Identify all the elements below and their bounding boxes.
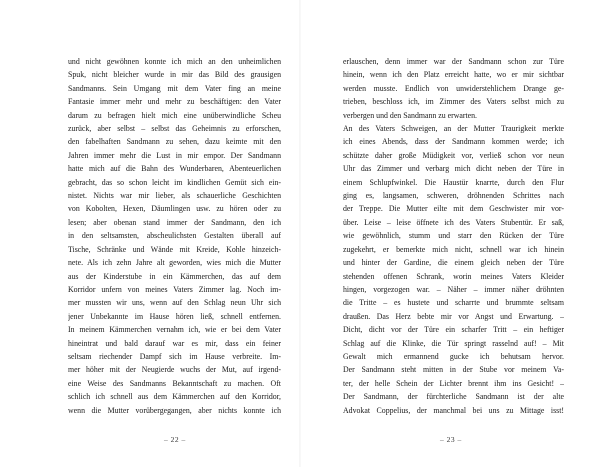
text-line: schützte daher große Müdigkeit vor, verließ schon vor neun	[343, 150, 564, 160]
text-line: hineintrat und bald darauf war es mir, dass ein feiner	[68, 338, 281, 348]
text-line: hingen, vorgezogen war. – Näher – immer näher dröhnten	[343, 284, 564, 294]
text-line: Jahren immer mehr die Lust in mir empor. Der Sandmann	[68, 150, 281, 160]
page-number: 23	[446, 435, 456, 444]
text-line: Advokat Coppelius, der manchmal bei uns zu Mittage isst!	[343, 405, 564, 415]
text-line: In meinem Kämmerchen vernahm ich, wie er bei dem Vater	[68, 325, 281, 335]
text-line: den fabelhaften Sandmann zu sehen, dazu keimte mit den	[68, 137, 281, 147]
text-line: hinein, wenn ich den Platz erreicht hatte, wo er mir sichtbar	[343, 70, 564, 80]
text-line: nistet. Nichts war mir lieber, als schauerliche Geschichten	[68, 191, 281, 201]
text-line: in den seltsamsten, abscheulichsten Gestalten überall auf	[68, 231, 281, 241]
text-line: und hinter der Gardine, die einem gleich neben der Türe	[343, 258, 564, 268]
text-line: jener Unbekannte im Hause hören ließ, schnell entfernen.	[68, 311, 281, 321]
right-page-number	[440, 435, 462, 444]
text-line: von Kobolten, Hexen, Däumlingen usw. zu hören oder zu	[68, 204, 281, 214]
text-line: Der Sandmann steht mitten in der Stube vor meinem Va-	[343, 365, 564, 375]
folio-dash-right: –	[457, 435, 462, 444]
text-line: nete. Als ich zehn Jahre alt geworden, wies mich die Mutter	[68, 258, 281, 268]
text-line: trieben, beschloss ich, im Zimmer des Vaters selbst mich zu	[343, 97, 564, 107]
text-line: Dicht, dicht vor der Türe ein scharfer Tritt – ein heftiger	[343, 325, 564, 335]
text-line: verbergen und den Sandmann zu erwarten.	[343, 110, 478, 120]
text-line: draußen. Das Herz bebte mir vor Angst und Erwartung. –	[343, 311, 564, 321]
text-line: der Treppe. Die Mutter eilte mit dem Geschwister mir vor-	[343, 204, 564, 214]
text-line: Schlag auf die Klinke, die Tür springt rasselnd auf! – Mit	[343, 338, 564, 348]
folio-dash-left: –	[164, 435, 169, 444]
text-line: wenn die Mutter vorübergegangen, aber nichts konnte ich	[68, 405, 281, 415]
text-line: Fantasie immer mehr und mehr zu beschäftigen: den Vater	[68, 97, 281, 107]
folio-dash-right: –	[181, 435, 186, 444]
text-line: zugekehrt, er bemerkte mich nicht, schnell war ich hinein	[343, 244, 564, 254]
text-line: Sandmanns. Sein Umgang mit dem Vater fing an meine	[68, 83, 281, 93]
page-number: 22	[170, 435, 180, 444]
left-page-number	[164, 435, 186, 444]
text-line: Korridor unfern von meines Vaters Zimmer lag. Noch im-	[68, 284, 281, 294]
text-line: seltsam riechender Dampf sich im Hause verbreite. Im-	[68, 351, 281, 361]
text-line: die Tritte – es hustete und scharrte und brummte seltsam	[343, 298, 564, 308]
text-line: Gewalt mich ermannend gucke ich behutsam hervor.	[343, 351, 564, 361]
text-line: erlauschen, denn immer war der Sandmann schon zur Türe	[343, 57, 564, 66]
text-line: lesen; aber obenan stand immer der Sandmann, den ich	[68, 217, 281, 227]
right-page-text	[343, 55, 564, 417]
text-line: einem Schlupfwinkel. Die Haustür knarrte, durch den Flur	[343, 177, 564, 187]
text-line: werden musste. Endlich von unwiderstehlichem Drange ge-	[343, 83, 564, 93]
text-line: schlich ich schnell aus dem Kämmerchen auf den Korridor,	[68, 392, 281, 402]
text-line: zurück, aber selbst – selbst das Geheimnis zu erforschen,	[68, 124, 281, 134]
text-line: An des Vaters Schweigen, an der Mutter Traurigkeit merkte	[343, 124, 564, 134]
text-line: Uhr das Zimmer und verbarg mich dicht neben der Türe in	[343, 164, 564, 174]
folio-dash-left: –	[440, 435, 445, 444]
left-page-text	[68, 55, 281, 417]
text-line: Tische, Schränke und Wände mit Kreide, Kohle hinzeich-	[68, 244, 281, 254]
text-line: eine Weise des Sandmanns Bekanntschaft zu machen. Oft	[68, 378, 281, 388]
text-line: ging es, langsamen, schweren, dröhnenden Schrittes nach	[343, 191, 564, 201]
text-line: ich eines Abends, dass der Sandmann kommen werde; ich	[343, 137, 564, 147]
text-line: über. Leise – leise öffnete ich des Vaters Stubentür. Er saß,	[343, 217, 564, 227]
text-line: gebracht, das so schon leicht im kindlichen Gemüt sich ein-	[68, 177, 281, 187]
text-line: mer mussten wir uns, wenn auf den Schlag neun Uhr sich	[68, 298, 281, 308]
text-line: und nicht gewöhnen konnte ich mich an den unheimlichen	[68, 57, 281, 66]
text-line: Der Sandmann, der fürchterliche Sandmann ist der alte	[343, 392, 564, 402]
text-line: darum zu befragen hielt mich eine unüberwindliche Scheu	[68, 110, 281, 120]
text-line: wie gewöhnlich, stumm und starr den Rücken der Türe	[343, 231, 564, 241]
text-line: mer höher mit der Neugierde wuchs der Mut, auf irgend-	[68, 365, 281, 375]
right-page	[300, 0, 600, 467]
text-line: hatte mich auf die Bahn des Wunderbaren, Abenteuerlichen	[68, 164, 281, 174]
text-line: stehenden offenen Schrank, worin meines Vaters Kleider	[343, 271, 564, 281]
text-line: ter, der helle Schein der Lichter brennt ihm ins Gesicht! –	[343, 378, 564, 388]
text-line: aus der Kinderstube in ein Kämmerchen, das auf dem	[68, 271, 281, 281]
text-line: Spuk, nicht bleicher wurde in mir das Bild des grausigen	[68, 70, 281, 80]
